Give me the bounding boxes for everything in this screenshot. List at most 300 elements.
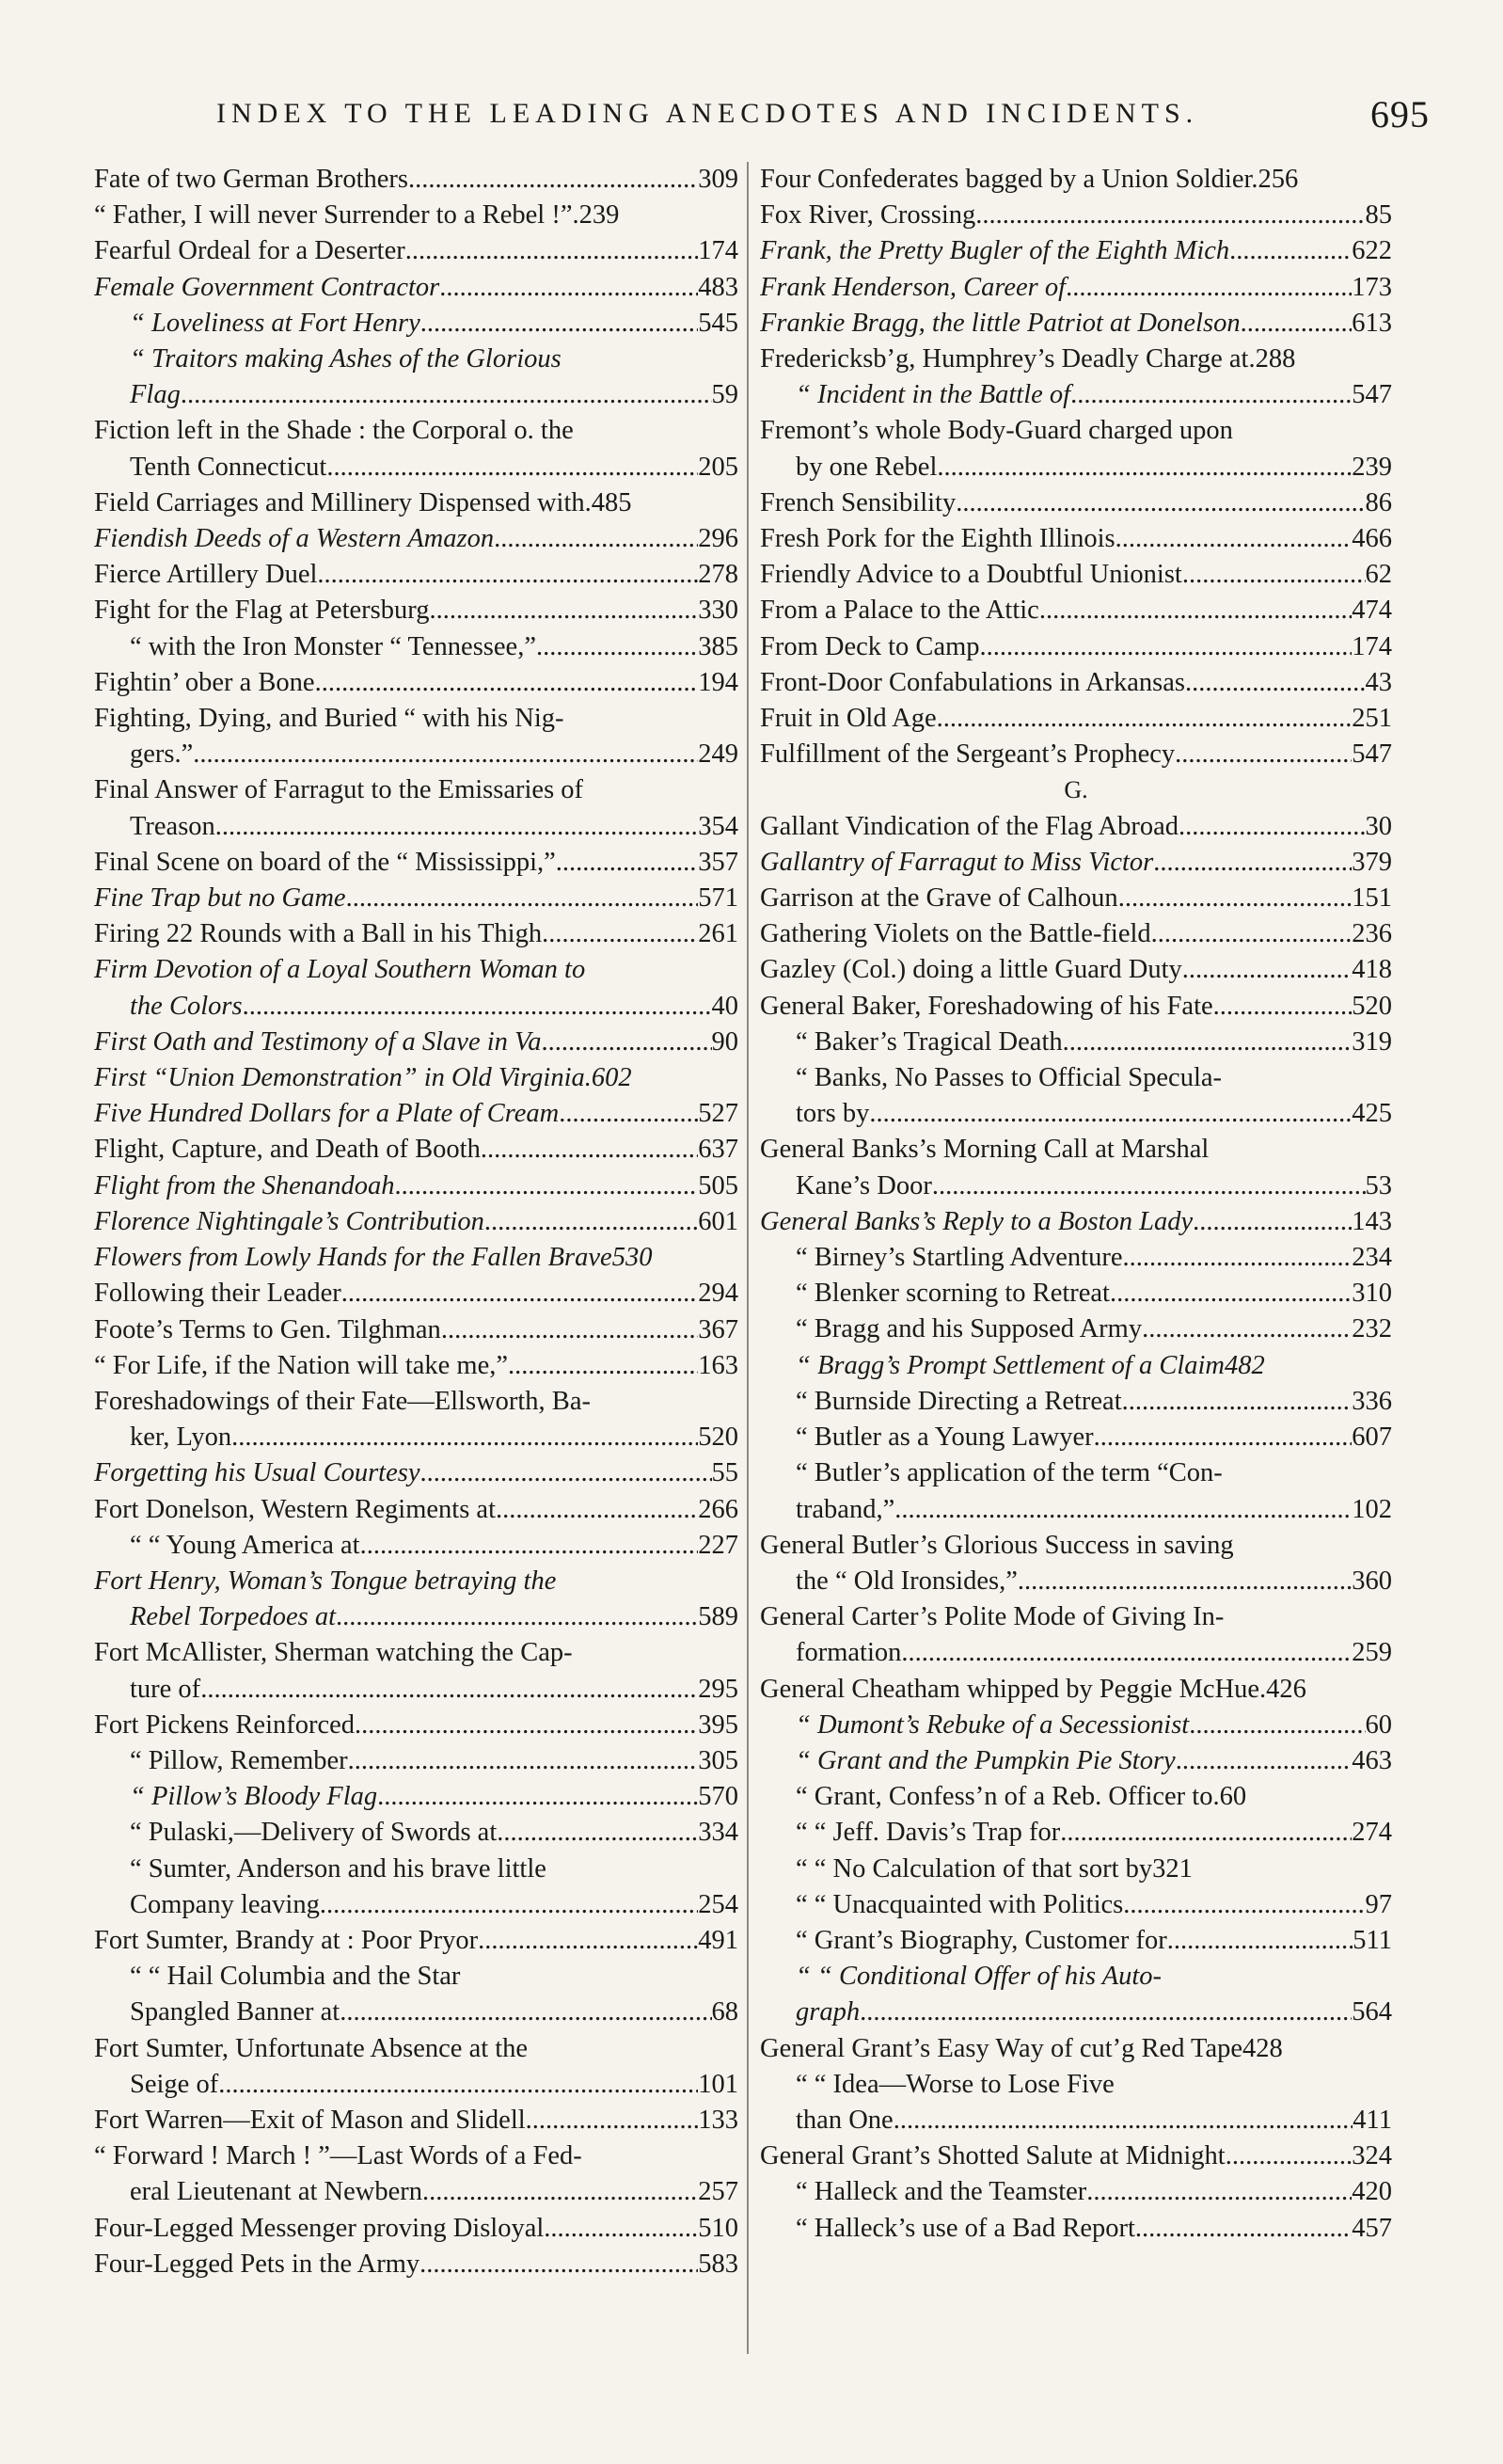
leader-dots (1115, 521, 1353, 557)
index-entry (94, 1708, 738, 1743)
page-reference: 511 (1353, 1925, 1392, 1955)
index-entry (760, 377, 1392, 413)
page-reference: 491 (698, 1925, 738, 1955)
page-reference: 278 (698, 560, 738, 590)
leader-dots (215, 809, 698, 845)
page-reference: 53 (1365, 1170, 1392, 1200)
page-reference: 234 (1352, 1243, 1392, 1273)
index-entry-line (94, 1672, 738, 1708)
entry-text: Fiendish Deeds of a Western Amazon (94, 524, 495, 554)
index-entry (760, 1743, 1392, 1779)
index-entry-line (94, 593, 738, 628)
index-entry (94, 1743, 738, 1779)
index-entry (94, 1240, 738, 1276)
entry-text: formation (796, 1638, 902, 1668)
page-reference: 613 (1352, 308, 1392, 338)
index-entry-line (94, 665, 738, 701)
page-reference: 589 (698, 1602, 738, 1632)
entry-text: “ Butler as a Young Lawyer (796, 1423, 1094, 1453)
index-entry (760, 1311, 1392, 1347)
index-entry (94, 1060, 738, 1096)
leader-dots (956, 485, 1365, 521)
index-entry-line (94, 1852, 738, 1887)
entry-text: “ Loveliness at Fort Henry (130, 308, 420, 338)
entry-text: Fierce Artillery Duel (94, 560, 318, 590)
entry-text: “ Blenker scorning to Retreat (796, 1279, 1110, 1309)
leader-dots (439, 270, 698, 306)
index-entry (94, 916, 738, 952)
index-entry-line (760, 1420, 1392, 1455)
page-reference: 354 (698, 811, 738, 841)
page-reference: 102 (1352, 1494, 1392, 1524)
entry-text: General Grant’s Shotted Salute at Midnight (760, 2141, 1226, 2171)
leader-dots (1229, 233, 1352, 269)
entry-text: Company leaving (130, 1889, 320, 1919)
index-entry (94, 1779, 738, 1815)
index-entry-line (760, 1815, 1392, 1851)
index-entry-line (94, 2067, 738, 2103)
index-entry-line (760, 952, 1392, 988)
entry-text: General Butler’s Glorious Success in saving (760, 1530, 1234, 1560)
index-entry-line (760, 521, 1392, 557)
index-entry (94, 881, 738, 916)
page-reference: 357 (698, 847, 738, 877)
page-reference: 55 (711, 1458, 738, 1488)
leader-dots (341, 1276, 698, 1311)
page-header (94, 92, 1430, 139)
index-entry-line (760, 1779, 1392, 1815)
leader-dots (243, 989, 712, 1025)
entry-text: “ “ Jeff. Davis’s Trap for (796, 1818, 1061, 1848)
leader-dots (1122, 1384, 1353, 1420)
entry-text: Kane’s Door (796, 1170, 932, 1200)
index-entry (760, 198, 1392, 233)
entry-text: Final Answer of Farragut to the Emissaries of (94, 775, 584, 805)
index-entry-line (760, 1923, 1392, 1959)
leader-dots (315, 665, 699, 701)
leader-dots (932, 1168, 1366, 1204)
entry-text: gers.” (130, 739, 194, 770)
index-entry (94, 1959, 738, 2030)
page-reference: 305 (698, 1745, 738, 1775)
index-entry (760, 413, 1392, 485)
index-entry-line (94, 2103, 738, 2138)
index-entry (760, 1959, 1392, 2030)
index-entry (760, 1815, 1392, 1851)
entry-text: “ Bragg’s Prompt Settlement of a Claim482 (796, 1350, 1265, 1380)
page-reference: 319 (1352, 1026, 1392, 1057)
page-reference: 261 (698, 919, 738, 949)
entry-text: Foreshadowings of their Fate—Ellsworth, Ba- (94, 1386, 591, 1416)
index-entry (760, 2211, 1392, 2247)
entry-text: Fort Warren—Exit of Mason and Slidell (94, 2105, 526, 2135)
index-entry-line (760, 1096, 1392, 1132)
entry-text: Seige of (130, 2069, 219, 2099)
index-entry (760, 270, 1392, 306)
leader-dots (348, 1743, 699, 1779)
index-entry-line (94, 2031, 738, 2067)
index-entry-line (760, 1132, 1392, 1168)
page-reference: 505 (698, 1170, 738, 1200)
index-entry-line (760, 809, 1392, 845)
entry-text: Fearful Ordeal for a Deserter (94, 236, 405, 266)
entry-text: the Colors (130, 991, 243, 1021)
index-entry (94, 1025, 738, 1060)
index-entry-line (94, 1132, 738, 1168)
entry-text: Fight for the Flag at Petersburg (94, 596, 430, 626)
page-reference: 360 (1352, 1566, 1392, 1596)
page-reference: 520 (1352, 991, 1392, 1021)
index-entry-line (760, 1168, 1392, 1204)
index-entry-line (760, 2174, 1392, 2210)
index-entry-line (760, 413, 1392, 449)
leader-dots (1182, 557, 1366, 593)
index-entry (94, 1348, 738, 1384)
page-reference: 622 (1352, 236, 1392, 266)
entry-text: Fiction left in the Shade : the Corporal o. the (94, 416, 574, 446)
index-entry (760, 1060, 1392, 1132)
index-entry (94, 1635, 738, 1707)
page-reference: 309 (698, 165, 738, 194)
index-entry (94, 485, 738, 521)
index-entry (94, 2138, 738, 2210)
entry-text: eral Lieutenant at Newbern (130, 2177, 422, 2207)
leader-dots (481, 1132, 698, 1168)
index-entry (760, 2067, 1392, 2138)
entry-text: Fulfillment of the Sergeant’s Prophecy (760, 739, 1176, 770)
index-entry (94, 1852, 738, 1923)
leader-dots (377, 1779, 698, 1815)
leader-dots (526, 2103, 699, 2138)
page-reference: 418 (1352, 955, 1392, 985)
index-entry-line (94, 1096, 738, 1132)
index-entry-line (94, 270, 738, 306)
leader-dots (340, 1995, 711, 2030)
index-entry (760, 809, 1392, 845)
entry-text: “ Sumter, Anderson and his brave little (130, 1853, 546, 1884)
index-entry-line (760, 881, 1392, 916)
page-reference: 174 (1352, 631, 1392, 661)
index-entry (760, 1852, 1392, 1887)
leader-dots (508, 1348, 698, 1384)
page-reference: 296 (698, 524, 738, 554)
entry-text: tors by (796, 1099, 870, 1129)
index-entry (760, 1240, 1392, 1276)
entry-text: Fighting, Dying, and Buried “ with his Nig- (94, 704, 564, 734)
index-entry (760, 629, 1392, 665)
index-entry (94, 306, 738, 342)
entry-text: Fine Trap but no Game (94, 883, 346, 914)
leader-dots (1066, 270, 1352, 306)
page-reference: 310 (1352, 1279, 1392, 1309)
entry-text: “ Butler’s application of the term “Con- (796, 1458, 1223, 1488)
index-entry (760, 1455, 1392, 1527)
leader-dots (1039, 593, 1352, 628)
entry-text: Florence Nightingale’s Contribution (94, 1206, 484, 1236)
page-reference: 274 (1352, 1818, 1392, 1848)
leader-dots (1153, 845, 1352, 881)
leader-dots (405, 233, 699, 269)
index-entry (94, 845, 738, 881)
leader-dots (218, 2067, 698, 2103)
entry-text: Fort Sumter, Unfortunate Absence at the (94, 2033, 529, 2063)
entry-text: Fredericksb’g, Humphrey’s Deadly Charge at.288 (760, 344, 1296, 374)
page-reference: 474 (1352, 596, 1392, 626)
index-entry (760, 845, 1392, 881)
index-entry (760, 2174, 1392, 2210)
page-reference: 43 (1365, 667, 1392, 697)
leader-dots (1135, 2211, 1352, 2247)
page-reference: 330 (698, 596, 738, 626)
index-entry-line (760, 1995, 1392, 2030)
page-number: 695 (1370, 93, 1430, 135)
index-entry (760, 1420, 1392, 1455)
index-entry (94, 1455, 738, 1491)
entry-text: by one Rebel (796, 452, 938, 482)
index-entry-line (94, 450, 738, 485)
leader-dots (494, 521, 698, 557)
index-entry-line (760, 629, 1392, 665)
page-reference: 257 (698, 2177, 738, 2207)
index-entry-line (94, 1743, 738, 1779)
index-entry-line (94, 1348, 738, 1384)
index-entry-line (94, 881, 738, 916)
leader-dots (1122, 1240, 1352, 1276)
index-entry (760, 1132, 1392, 1203)
leader-dots (1167, 1923, 1353, 1959)
entry-text: Fruit in Old Age (760, 704, 937, 734)
page-reference: 133 (698, 2105, 738, 2135)
entry-text: “ Grant, Confess’n of a Reb. Officer to.60 (796, 1782, 1247, 1812)
index-entry (94, 772, 738, 844)
entry-text: “ “ Young America at (130, 1530, 360, 1560)
index-entry-line (760, 665, 1392, 701)
index-entry-line (760, 2067, 1392, 2103)
entry-text: Fightin’ ober a Bone (94, 667, 315, 697)
index-entry-line (760, 593, 1392, 628)
entry-text: “ Halleck and the Teamster (796, 2177, 1087, 2207)
index-entry-line (94, 629, 738, 665)
entry-text: Gallantry of Farragut to Miss Victor (760, 847, 1154, 877)
entry-text: Four-Legged Pets in the Army (94, 2249, 420, 2279)
leader-dots (975, 198, 1365, 233)
index-entry (760, 306, 1392, 342)
leader-dots (544, 2211, 698, 2247)
leader-dots (478, 1923, 698, 1959)
entry-text: “ with the Iron Monster “ Tennessee,” (130, 631, 536, 661)
entry-text: Fort Sumter, Brandy at : Poor Pryor (94, 1925, 479, 1955)
index-entry-line (760, 557, 1392, 593)
index-entry (760, 665, 1392, 701)
index-entry-line (94, 845, 738, 881)
index-entry (760, 916, 1392, 952)
index-entry-line (760, 450, 1392, 485)
index-entry (760, 2138, 1392, 2174)
leader-dots (419, 1455, 711, 1491)
entry-text: “ Pulaski,—Delivery of Swords at (130, 1818, 498, 1848)
leader-dots (869, 1096, 1352, 1132)
entry-text: French Sensibility (760, 487, 957, 517)
index-entry-line (94, 1564, 738, 1599)
index-entry-line (760, 1599, 1392, 1635)
index-entry-line (94, 162, 738, 198)
page-reference: 334 (698, 1818, 738, 1848)
entry-text: Flight, Capture, and Death of Booth (94, 1135, 481, 1165)
entry-text: General Banks’s Reply to a Boston Lady (760, 1206, 1194, 1236)
leader-dots (1241, 306, 1353, 342)
entry-text: General Banks’s Morning Call at Marshal (760, 1135, 1210, 1165)
index-entry-line (94, 701, 738, 737)
page-reference: 101 (698, 2069, 738, 2099)
index-entry-line (760, 377, 1392, 413)
leader-dots (894, 1492, 1352, 1528)
page-reference: 601 (698, 1206, 738, 1236)
page-reference: 68 (711, 1997, 738, 2027)
index-entry (760, 881, 1392, 916)
index-entry-line (760, 1311, 1392, 1347)
leader-dots (901, 1635, 1352, 1671)
entry-text: Front-Door Confabulations in Arkansas (760, 667, 1185, 697)
page-reference: 367 (698, 1314, 738, 1344)
page-reference: 151 (1352, 883, 1392, 914)
index-entry-line (760, 1887, 1392, 1923)
index-entry-line (94, 1492, 738, 1528)
index-entry-line (94, 1060, 738, 1096)
index-entry (94, 413, 738, 485)
leader-dots (894, 2103, 1353, 2138)
page-reference: 463 (1352, 1745, 1392, 1775)
entry-text: “ Banks, No Passes to Official Specula- (796, 1063, 1223, 1093)
index-entry-line (94, 485, 738, 521)
entry-text: Fate of two German Brothers (94, 165, 408, 194)
leader-dots (1110, 1276, 1352, 1311)
entry-text: “ Halleck’s use of a Bad Report (796, 2213, 1135, 2243)
entry-text: Field Carriages and Millinery Dispensed with.485 (94, 487, 632, 517)
entry-text: From Deck to Camp (760, 631, 980, 661)
index-entry-line (760, 1276, 1392, 1311)
page-reference: 85 (1365, 200, 1392, 231)
leader-dots (326, 450, 698, 485)
leader-dots (1213, 989, 1353, 1025)
index-entry-line (94, 809, 738, 845)
entry-text: “ Bragg and his Supposed Army (796, 1314, 1143, 1344)
leader-dots (1185, 665, 1366, 701)
leader-dots (360, 1528, 699, 1564)
index-entry (760, 989, 1392, 1025)
entry-text: Gathering Violets on the Battle-field (760, 919, 1151, 949)
index-entry-line (94, 233, 738, 269)
index-entry (760, 1887, 1392, 1923)
index-entry (760, 593, 1392, 628)
page-reference: 194 (698, 667, 738, 697)
index-entry (760, 1528, 1392, 1599)
page-reference: 249 (698, 739, 738, 770)
entry-text: Garrison at the Grave of Calhoun (760, 883, 1118, 914)
index-entry-line (760, 1348, 1392, 1384)
leader-dots (1123, 1887, 1365, 1923)
index-entry-line (760, 2031, 1392, 2067)
index-entry-line (94, 198, 738, 233)
leader-dots (408, 162, 698, 198)
entry-text: Female Government Contractor (94, 272, 440, 302)
entry-text: “ For Life, if the Nation will take me,” (94, 1350, 509, 1380)
index-entry (94, 665, 738, 701)
running-title: INDEX TO THE LEADING ANECDOTES AND INCIDENTS. (216, 98, 1199, 129)
index-entry-line (94, 1384, 738, 1420)
leader-dots (1063, 1025, 1353, 1060)
index-entry-line (94, 1528, 738, 1564)
leader-dots (441, 1312, 698, 1348)
index-entry-line (760, 989, 1392, 1025)
leader-dots (1176, 1743, 1353, 1779)
entry-text: First Oath and Testimony of a Slave in Va (94, 1026, 542, 1057)
index-entry (94, 162, 738, 198)
index-entry-line (94, 772, 738, 808)
page-reference: 607 (1352, 1423, 1392, 1453)
page-reference: 564 (1352, 1997, 1392, 2027)
section-letter: G. (1064, 776, 1088, 804)
entry-text: Flowers from Lowly Hands for the Fallen Brave530 (94, 1243, 653, 1273)
index-entry-line (94, 1887, 738, 1923)
index-entry-line (94, 1025, 738, 1060)
entry-text: “ Incident in the Battle of (796, 380, 1071, 410)
entry-text: “ Pillow, Remember (130, 1745, 348, 1775)
page-reference: 547 (1352, 380, 1392, 410)
page-reference: 483 (698, 272, 738, 302)
page-reference: 173 (1352, 272, 1392, 302)
index-entry (760, 557, 1392, 593)
index-entry-line (760, 845, 1392, 881)
index-entry-line (760, 916, 1392, 952)
index-entry (94, 1528, 738, 1564)
page-reference: 324 (1352, 2141, 1392, 2171)
leader-dots (193, 737, 698, 772)
entry-text: “ Burnside Directing a Retreat (796, 1386, 1122, 1416)
index-entry (94, 1384, 738, 1455)
leader-dots (1018, 1564, 1352, 1599)
index-entry-line (760, 198, 1392, 233)
index-entry (94, 342, 738, 413)
entry-text: Firm Devotion of a Loyal Southern Woman to (94, 955, 586, 985)
entry-text: traband,” (796, 1494, 895, 1524)
entry-text: “ Birney’s Startling Adventure (796, 1243, 1123, 1273)
page-reference: 59 (711, 380, 738, 410)
page-reference: 86 (1365, 487, 1392, 517)
page-reference: 637 (698, 1135, 738, 1165)
index-entry-line (760, 1959, 1392, 1995)
left-index-column (94, 162, 738, 2282)
entry-text: Flag (130, 380, 181, 410)
entry-text: Frankie Bragg, the little Patriot at Donelson (760, 308, 1241, 338)
index-entry (760, 521, 1392, 557)
index-entry-line (760, 1384, 1392, 1420)
index-entry (760, 342, 1392, 377)
page-reference: 60 (1365, 1709, 1392, 1740)
index-entry-line (94, 2174, 738, 2210)
entry-text: General Cheatham whipped by Peggie McHue.426 (760, 1674, 1306, 1704)
index-entry (760, 1708, 1392, 1743)
index-entry-line (760, 1240, 1392, 1276)
index-entry-line (94, 306, 738, 342)
page-reference: 571 (698, 883, 738, 914)
index-entry-line (760, 2103, 1392, 2138)
entry-text: Fort Henry, Woman’s Tongue betraying the (94, 1566, 557, 1596)
index-entry (94, 1132, 738, 1168)
page-reference: 583 (698, 2249, 738, 2279)
index-entry-line (94, 1420, 738, 1455)
index-entry-line (760, 1025, 1392, 1060)
index-entry-line (760, 1528, 1392, 1564)
